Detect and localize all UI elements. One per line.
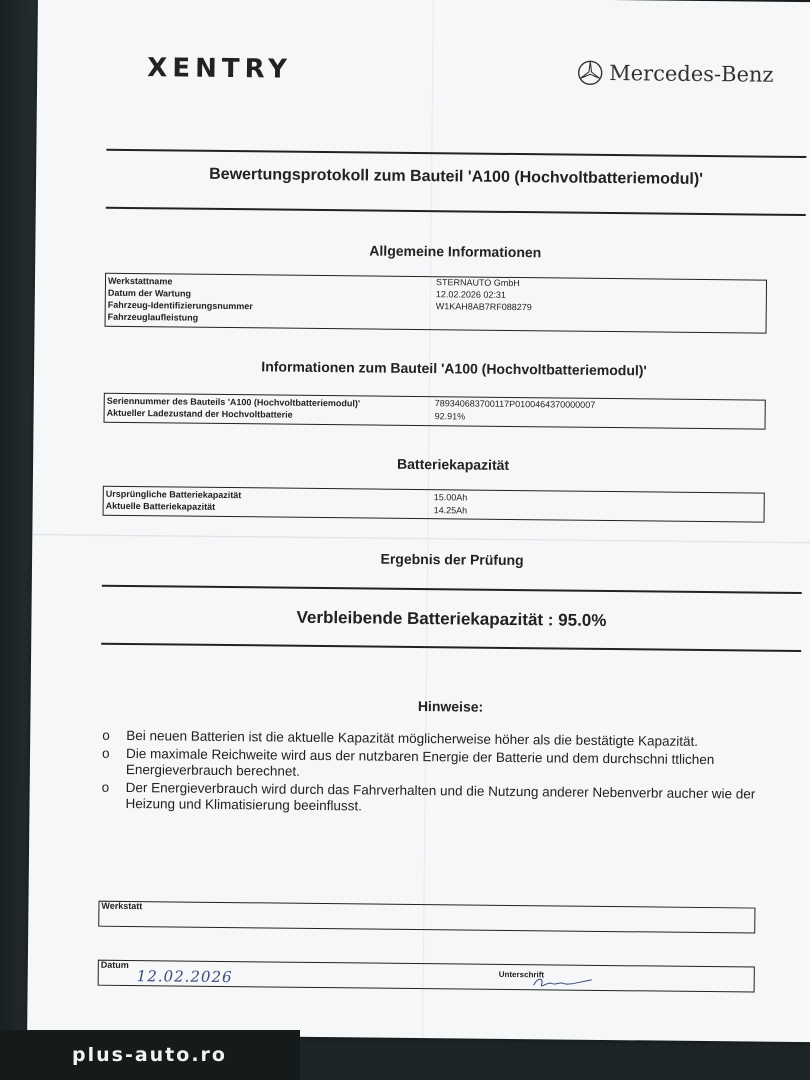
list-bullet: o <box>101 779 110 795</box>
label-original-capacity: Ursprüngliche Batteriekapazität <box>105 488 242 501</box>
mercedes-benz-wordmark: Mercedes-Benz <box>609 60 774 87</box>
section-heading-result: Ergebnis der Prüfung <box>380 550 524 569</box>
label-date: Datum <box>100 959 129 971</box>
section-heading-capacity: Batteriekapazität <box>396 455 510 473</box>
mercedes-benz-logo <box>577 60 774 88</box>
rule <box>102 585 802 594</box>
label-current-capacity: Aktuelle Batteriekapazität <box>105 500 216 512</box>
watermark-text: plus-auto.ro <box>72 1044 227 1066</box>
xentry-logo: XENTRY <box>147 53 293 85</box>
watermark-banner <box>0 1030 300 1080</box>
value-current-capacity: 14.25Ah <box>433 505 468 516</box>
rule <box>106 149 806 158</box>
handwritten-signature <box>504 965 594 992</box>
list-item <box>101 780 781 819</box>
rule <box>106 207 806 216</box>
document-paper <box>27 0 810 1042</box>
paper-fold-horizontal <box>32 534 810 544</box>
label-mileage: Fahrzeuglaufleistung <box>107 311 199 323</box>
general-info-box <box>105 273 768 334</box>
value-serial-number: 789340683700117P0100464370000007 <box>434 398 596 410</box>
notes-list <box>101 728 782 821</box>
value-original-capacity: 15.00Ah <box>433 492 468 503</box>
list-bullet: o <box>101 745 110 761</box>
capacity-info-box <box>103 486 765 523</box>
section-heading-component: Informationen zum Bauteil 'A100 (Hochvoltbatteriemodul)' <box>261 358 647 379</box>
note-text: Der Energieverbrauch wird durch das Fahrverhalten und die Nutzung anderer Nebenverbr aucher wie der Heizung und Klimatisierung beeinflusst. <box>125 779 756 814</box>
note-text: Die maximale Reichweite wird aus der nutzbaren Energie der Batterie und dem durchschni ttlichen Energieverbrauch berechnet. <box>125 745 715 779</box>
label-serial-number: Seriennummer des Bauteils 'A100 (Hochvoltbatteriemodul)' <box>106 395 361 409</box>
mercedes-star-icon <box>577 60 603 86</box>
label-workshop-name: Werkstattname <box>107 275 173 287</box>
document-title: Bewertungsprotokoll zum Bauteil 'A100 (Hochvoltbatteriemodul)' <box>209 165 704 188</box>
note-text: Bei neuen Batterien ist die aktuelle Kapazität möglicherweise höher als die bestätigte Kapazität. <box>126 727 699 749</box>
value-service-date: 12.02.2026 02:31 <box>435 289 507 300</box>
date-signature-box <box>98 960 755 993</box>
value-charge-state: 92.91% <box>434 411 466 422</box>
label-vin: Fahrzeug-Identifizierungsnummer <box>107 299 253 312</box>
label-charge-state: Aktueller Ladezustand der Hochvoltbatterie <box>106 407 293 420</box>
workshop-box <box>98 901 755 934</box>
value-vin: W1KAH8AB7RF088279 <box>435 301 532 313</box>
component-info-box <box>104 393 766 430</box>
label-service-date: Datum der Wartung <box>107 287 192 299</box>
label-signature: Unterschrift <box>498 969 545 980</box>
label-workshop: Werkstatt <box>101 900 143 912</box>
result-remaining-capacity: Verbleibende Batteriekapazität : 95.0% <box>296 607 607 630</box>
rule <box>101 643 801 652</box>
list-item <box>102 746 782 785</box>
section-heading-general: Allgemeine Informationen <box>369 242 542 261</box>
notes-heading: Hinweise: <box>417 698 484 715</box>
handwritten-date: 12.02.2026 <box>136 967 233 987</box>
value-workshop-name: STERNAUTO GmbH <box>435 277 520 289</box>
list-bullet: o <box>102 727 110 743</box>
